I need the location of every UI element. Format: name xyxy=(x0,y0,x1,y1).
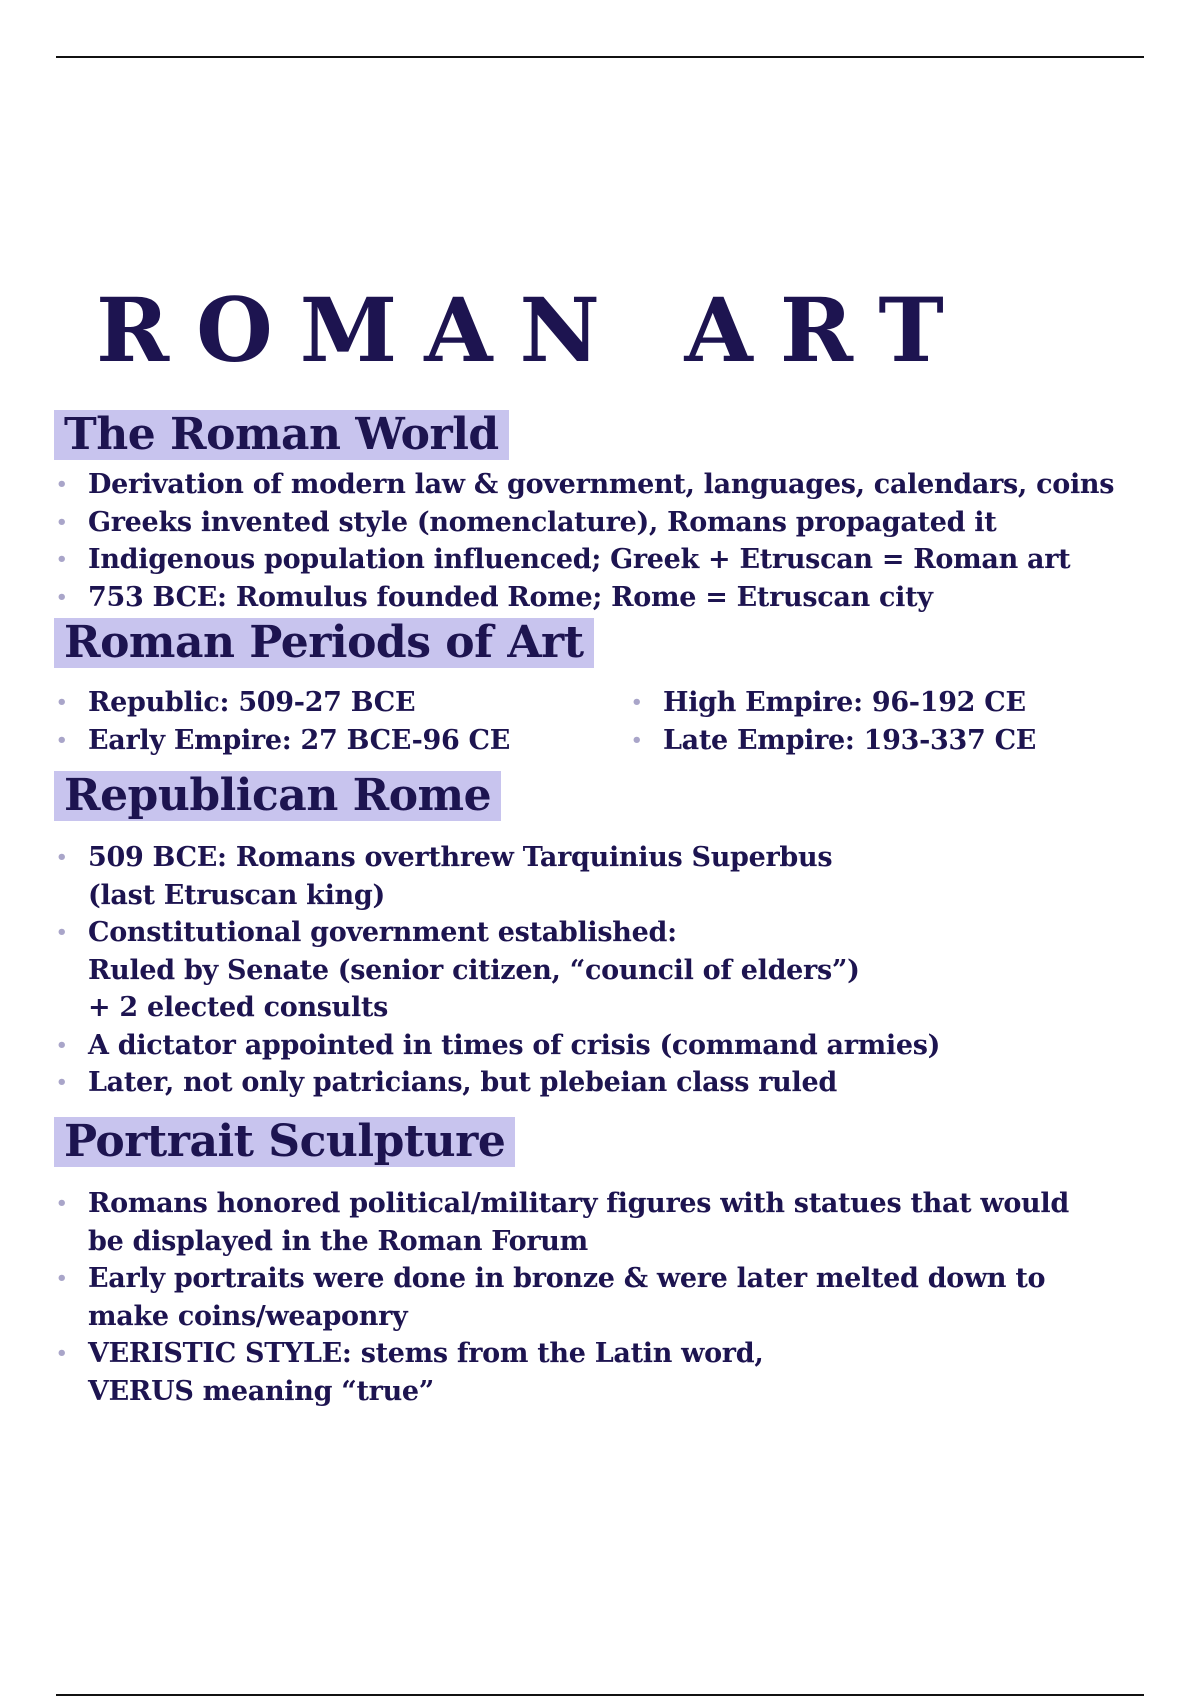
bullet-dot-icon: • xyxy=(56,922,68,943)
bullet-dot-icon: • xyxy=(56,474,68,495)
bullet-dot-icon: • xyxy=(56,729,68,751)
bullet-dot-icon: • xyxy=(56,1343,68,1364)
section-heading: Roman Periods of Art xyxy=(54,618,594,668)
list-item: • Early portraits were done in bronze & were later melted down to make coins/weaponry xyxy=(54,1260,1164,1335)
bullet-dot-icon: • xyxy=(56,847,68,868)
bullet-dot-icon: • xyxy=(56,1072,68,1093)
top-rule xyxy=(56,56,1144,58)
list-item: • VERISTIC STYLE: stems from the Latin word, VERUS meaning “true” xyxy=(54,1335,1164,1410)
list-item: • Constitutional government established: Ruled by Senate (senior citizen, “council of elders”) + 2 elected consults xyxy=(54,914,1164,1027)
period-list-right xyxy=(629,684,1129,759)
bottom-rule xyxy=(56,1694,1144,1696)
list-item: • Derivation of modern law & government, languages, calendars, coins xyxy=(54,466,1164,504)
list-item: • 509 BCE: Romans overthrew Tarquinius Superbus (last Etruscan king) xyxy=(54,839,1164,914)
bullet-dot-icon: • xyxy=(56,692,68,713)
list-item: • Later, not only patricians, but plebeian class ruled xyxy=(54,1064,1164,1102)
section-roman-periods xyxy=(54,618,1164,759)
list-item: • Early Empire: 27 BCE-96 CE xyxy=(54,722,629,760)
section-portrait-sculpture xyxy=(54,1117,1164,1410)
bullet-list xyxy=(54,1185,1164,1410)
bullet-dot-icon: • xyxy=(56,1193,68,1214)
bullet-dot-icon: • xyxy=(56,1034,68,1056)
bullet-list xyxy=(54,839,1164,1102)
list-item: • Romans honored political/military figures with statues that would be displayed in the Roman Forum xyxy=(54,1185,1164,1260)
period-columns xyxy=(54,684,1164,759)
list-item: • High Empire: 96-192 CE xyxy=(629,684,1129,722)
bullet-dot-icon: • xyxy=(56,511,68,533)
list-item: • Greeks invented style (nomenclature), Romans propagated it xyxy=(54,504,1164,542)
section-heading: The Roman World xyxy=(54,410,509,460)
bullet-dot-icon: • xyxy=(631,729,643,751)
list-item: • Indigenous population influenced; Greek + Etruscan = Roman art xyxy=(54,541,1164,579)
list-item: • Late Empire: 193-337 CE xyxy=(629,722,1129,760)
section-republican-rome xyxy=(54,771,1164,1102)
section-roman-world xyxy=(54,410,1164,616)
bullet-dot-icon: • xyxy=(56,586,68,608)
list-item: • A dictator appointed in times of crisis (command armies) xyxy=(54,1027,1164,1065)
list-item: • 753 BCE: Romulus founded Rome; Rome = Etruscan city xyxy=(54,579,1164,617)
period-list-left xyxy=(54,684,629,759)
bullet-dot-icon: • xyxy=(56,549,68,570)
section-heading: Portrait Sculpture xyxy=(54,1117,515,1167)
bullet-list xyxy=(54,466,1164,616)
list-item: • Republic: 509-27 BCE xyxy=(54,684,629,722)
bullet-dot-icon: • xyxy=(631,692,643,713)
section-heading: Republican Rome xyxy=(54,771,501,821)
bullet-dot-icon: • xyxy=(56,1268,68,1289)
page-title: ROMAN ART xyxy=(96,278,971,382)
